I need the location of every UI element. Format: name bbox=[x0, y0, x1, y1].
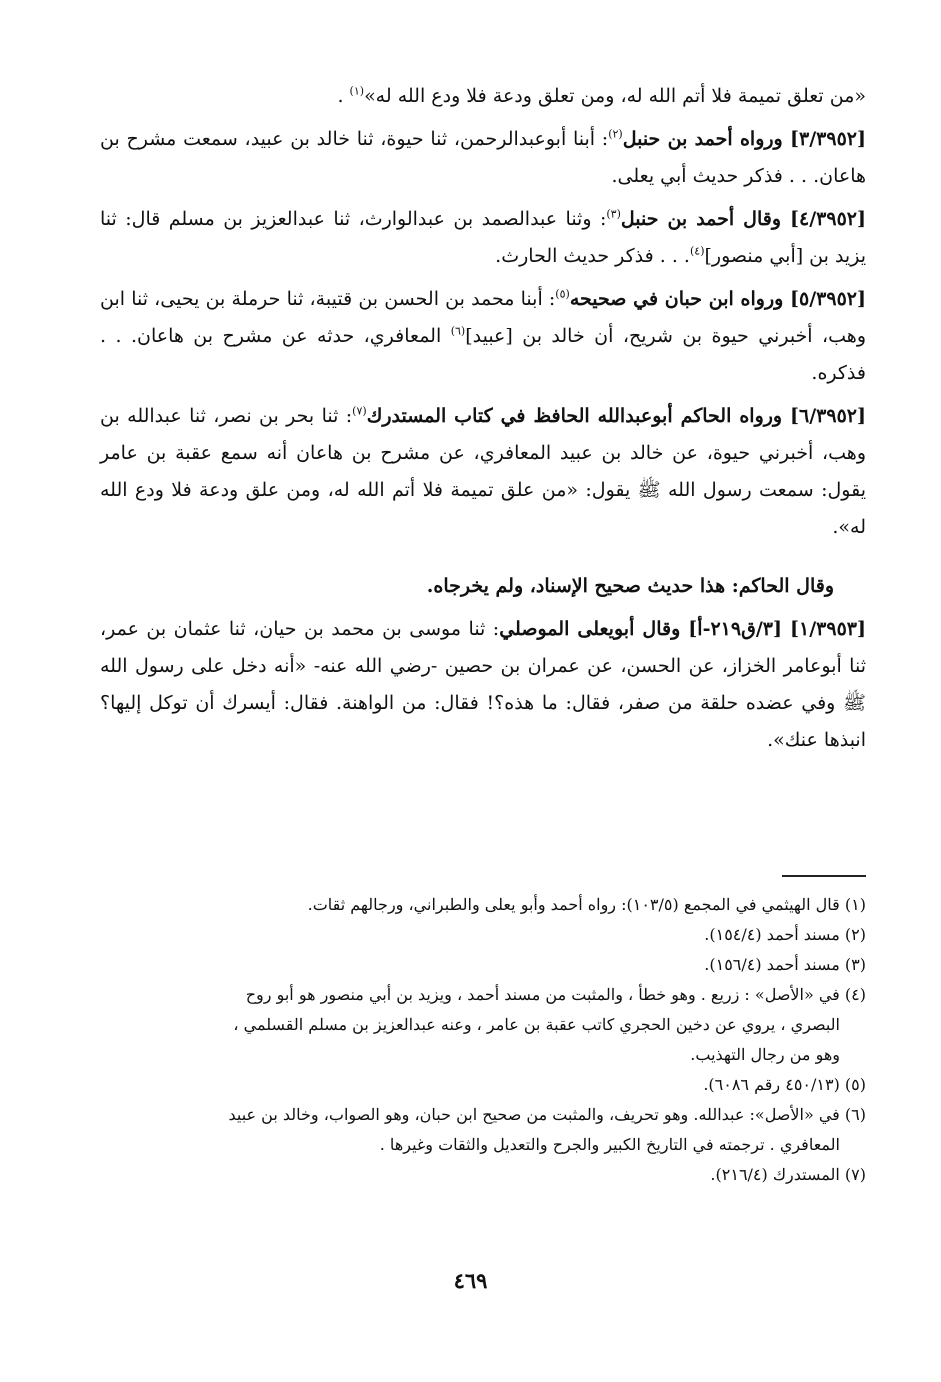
paragraph-1: [٣/٣٩٥٢] ورواه أحمد بن حنبل$^{(٢)}$: أبنا أبوعبدالرحمن، ثنا حيوة، ثنا خالد بن عبيد، سمعت مشرح بن هاعان. . . فذكر حديث أبي يعلى. bbox=[100, 127, 866, 187]
footnote-ref: (٢) bbox=[608, 127, 623, 141]
footnote-ref: (١) bbox=[349, 84, 365, 98]
footnote-1: (١) قال الهيثمي في المجمع (١٠٣/٥): رواه أحمد وأبو يعلى والطبراني، ورجالهم ثقات. bbox=[307, 895, 866, 914]
paragraph-2: [٤/٣٩٥٢] وقال أحمد بن حنبل$^{(٣)}$: وثنا عبدالصمد بن عبدالوارث، ثنا عبدالعزيز بن مسلم قال: ثنا يزيد بن [أبي منصور]$^{(٤)}$. . . فذكر حديث الحارث. bbox=[100, 207, 866, 267]
footnote-5: (٥) (٤٥٠/١٣ رقم ٦٠٨٦). bbox=[703, 1075, 866, 1094]
paragraph-3: [٥/٣٩٥٢] ورواه ابن حبان في صحيحه$^{(٥)}$: أبنا محمد بن الحسن بن قتيبة، ثنا حرملة بن يحيى، ثنا ابن وهب، أخبرني حيوة بن شريح، أن خالد بن [عبيد]$^{(٦)}$ المعافري، حدثه عن مشرح بن هاعان. . . فذكره. bbox=[100, 287, 866, 384]
footnote-6: (٦) في «الأصل»: عبدالله. وهو تحريف، والمثبت من صحيح ابن حبان، وهو الصواب، وخالد بن عبيد المعافري . ترجمته في التاريخ الكبير والجرح والتعديل والثقات وغيرها . bbox=[228, 1105, 866, 1154]
paragraph-0: «من تعلق تميمة فلا أتم الله له، ومن تعلق ودعة فلا ودع الله له»$^{(١)}$ . bbox=[337, 84, 866, 107]
footnote-ref: (٥) bbox=[555, 287, 570, 301]
footnotes bbox=[100, 890, 866, 1190]
hadith-heading: [٣/٣٩٥٢] ورواه أحمد بن حنبل bbox=[622, 128, 866, 150]
hadith-heading: [٥/٣٩٥٢] ورواه ابن حبان في صحيحه bbox=[569, 288, 866, 310]
page-number: ٤٦٩ bbox=[453, 1268, 488, 1293]
main-text bbox=[100, 78, 866, 765]
paragraph-4: [٦/٣٩٥٢] ورواه الحاكم أبوعبدالله الحافظ في كتاب المستدرك$^{(٧)}$: ثنا بحر بن نصر، ثنا عبدالله بن وهب، أخبرني حيوة، عن خالد بن عبيد المعافري، عن مشرح بن هاعان أنه سمع عقبة بن عامر يقول: سمعت رسول الله ﷺ يقول: «من علق تميمة فلا أتم الله له، ومن علق ودعة فلا ودع الله له». bbox=[100, 404, 866, 538]
hadith-heading: [٤/٣٩٥٢] وقال أحمد بن حنبل bbox=[620, 208, 866, 230]
footnote-3: (٣) مسند أحمد (١٥٦/٤). bbox=[704, 955, 866, 974]
footnote-4: (٤) في «الأصل» : زريع . وهو خطأ ، والمثبت من مسند أحمد ، ويزيد بن أبي منصور هو أبو روح البصري ، يروي عن دخين الحجري كاتب عقبة بن عامر ، وعنه عبدالعزيز بن مسلم القسلمي ، وهو من رجال التهذيب. bbox=[233, 985, 866, 1064]
hadith-heading: [٦/٣٩٥٢] ورواه الحاكم أبوعبدالله الحافظ في كتاب المستدرك bbox=[366, 405, 866, 427]
paragraph-5 bbox=[100, 568, 866, 605]
hakim-statement: وقال الحاكم: هذا حديث صحيح الإسناد، ولم يخرجاه. bbox=[426, 575, 834, 597]
footnote-2: (٢) مسند أحمد (١٥٤/٤). bbox=[704, 925, 866, 944]
paragraph-6: [١/٣٩٥٣] [٣/ق٢١٩-أ] وقال أبويعلى الموصلي: ثنا موسى بن محمد بن حيان، ثنا عثمان بن عمر، ثنا أبوعامر الخزاز، عن الحسن، عن عمران بن حصين -رضي الله عنه- «أنه دخل على رسول الله ﷺ وفي عضده حلقة من صفر، فقال: ما هذه؟! فقال: من الواهنة. فقال: أيسرك أن توكل إليها؟ انبذها عنك». bbox=[100, 618, 866, 751]
footnote-ref: (٦) bbox=[450, 324, 466, 338]
hadith-heading: [١/٣٩٥٣] [٣/ق٢١٩-أ] وقال أبويعلى الموصلي bbox=[499, 618, 866, 640]
footnote-ref: (٤) bbox=[689, 244, 705, 258]
footnote-ref: (٣) bbox=[606, 207, 621, 221]
footnote-separator bbox=[782, 875, 866, 877]
footnote-7: (٧) المستدرك (٢١٦/٤). bbox=[710, 1165, 866, 1184]
footnote-ref: (٧) bbox=[352, 404, 367, 418]
